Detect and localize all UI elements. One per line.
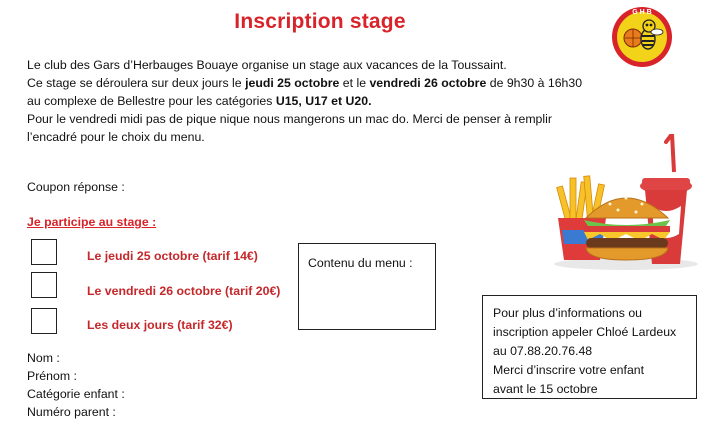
page-title: Inscription stage bbox=[234, 10, 406, 33]
info-line-4: Merci d’inscrire votre enfant bbox=[493, 363, 645, 377]
menu-box-label: Contenu du menu : bbox=[308, 256, 413, 270]
field-numero: Numéro parent : bbox=[27, 405, 116, 419]
menu-choice-box[interactable] bbox=[298, 243, 436, 330]
field-prenom: Prénom : bbox=[27, 369, 77, 383]
intro-line-1: Le club des Gars d’Herbauges Bouaye organise un stage aux vacances de la Toussaint. bbox=[27, 58, 507, 72]
participe-label: Je participe au stage : bbox=[27, 215, 157, 229]
option-label-deux-jours: Les deux jours (tarif 32€) bbox=[87, 318, 233, 332]
coupon-label: Coupon réponse : bbox=[27, 180, 125, 194]
info-line-2: inscription appeler Chloé Lardeux bbox=[493, 325, 677, 339]
intro-line-5: l’encadré pour le choix du menu. bbox=[27, 130, 205, 144]
info-line-5: avant le 15 octobre bbox=[493, 382, 598, 396]
option-checkbox-deux-jours[interactable] bbox=[31, 308, 57, 334]
info-line-1: Pour plus d’informations ou bbox=[493, 306, 643, 320]
info-line-3: au 07.88.20.76.48 bbox=[493, 344, 593, 358]
burger-fries-soda-icon bbox=[548, 134, 708, 272]
intro-line-3: au complexe de Bellestre pour les catégories U15, U17 et U20. bbox=[27, 94, 372, 108]
field-nom: Nom : bbox=[27, 351, 60, 365]
option-label-vendredi: Le vendredi 26 octobre (tarif 20€) bbox=[87, 284, 281, 298]
intro-line-2: Ce stage se déroulera sur deux jours le jeudi 25 octobre et le vendredi 26 octobre de 9h30 à 16h30 bbox=[27, 76, 583, 90]
club-logo bbox=[611, 6, 673, 68]
option-checkbox-jeudi[interactable] bbox=[31, 239, 57, 265]
intro-line-4: Pour le vendredi midi pas de pique nique nous mangerons un mac do. Merci de penser à remplir bbox=[27, 112, 552, 126]
info-box bbox=[482, 295, 697, 399]
logo-top-text: G H B bbox=[632, 9, 652, 16]
field-categorie: Catégorie enfant : bbox=[27, 387, 125, 401]
option-checkbox-vendredi[interactable] bbox=[31, 272, 57, 298]
option-label-jeudi: Le jeudi 25 octobre (tarif 14€) bbox=[87, 249, 258, 263]
